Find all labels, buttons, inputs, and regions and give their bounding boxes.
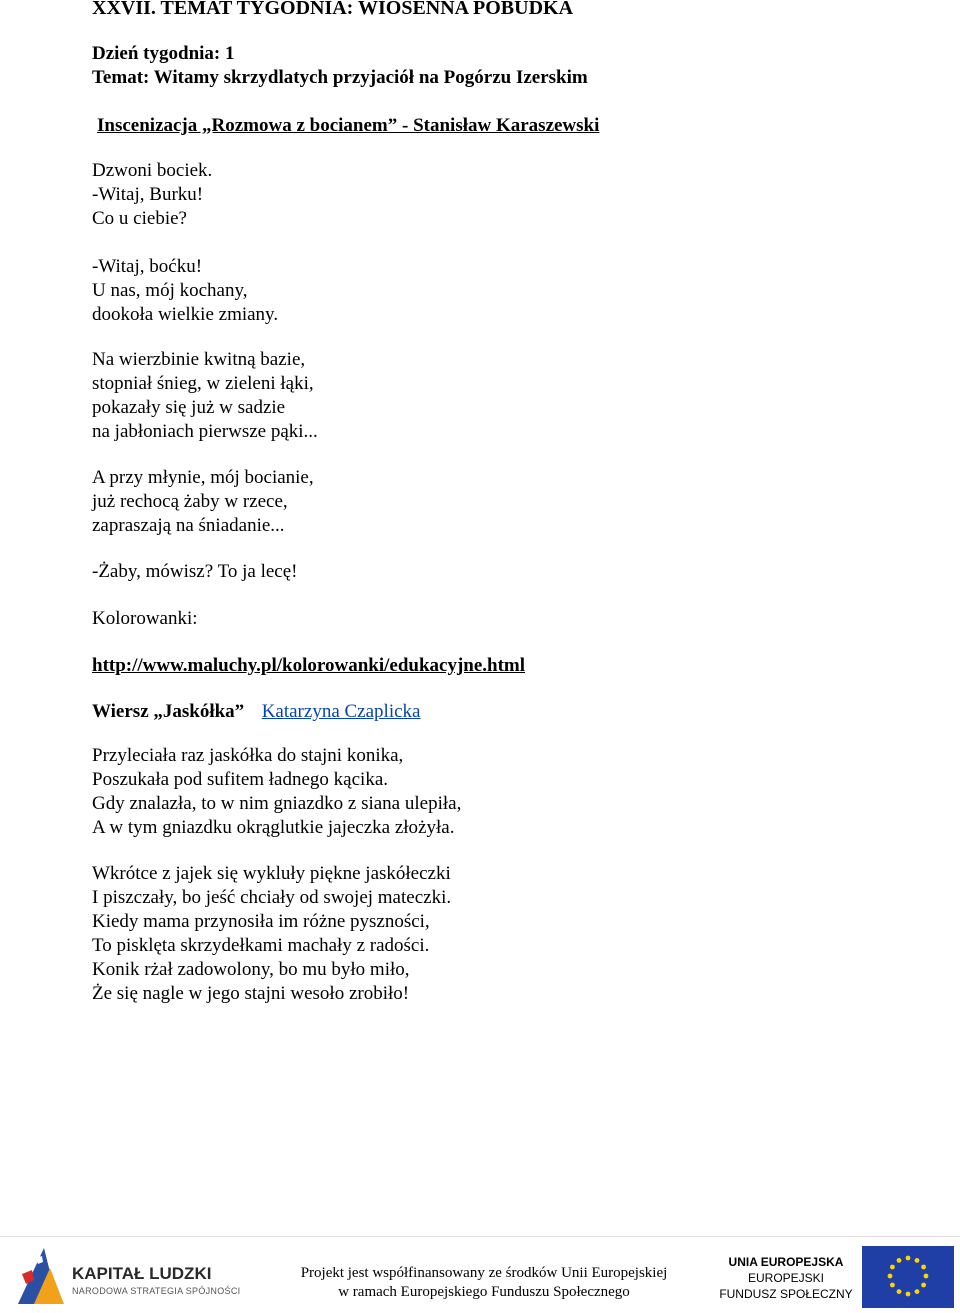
footer-divider [0,1236,960,1237]
dialogue-line: Dzwoni bociek. [92,160,213,181]
poem-title: Wiersz „Jaskółka” [92,701,245,722]
dialogue-line: pokazały się już w sadzie [92,397,286,418]
poem-line: Wkrótce z jajek się wykluły piękne jaskółeczki [92,863,451,884]
dialogue-line: -Żaby, mówisz? To ja lecę! [92,561,298,582]
poem-line: Że się nagle w jego stajni wesoło zrobiło! [92,983,410,1004]
staging-title: Inscenizacja „Rozmowa z bocianem” - Stanisław Karaszewski [97,115,600,136]
eu-text-line2: EUROPEJSKI [747,1271,825,1285]
poem-line: Kiedy mama przynosiła im różne pyszności, [92,911,430,932]
dialogue-line: -Witaj, Burku! [92,184,204,205]
page-title: XXVII. TEMAT TYGODNIA: WIOSENNA POBUDKA [92,0,574,19]
poem-line: A w tym gniazdku okrąglutkie jajeczka złożyła. [92,817,455,838]
eu-text-line1: UNIA EUROPEJSKA [728,1255,844,1269]
kapital-ludzki-logo [14,1244,254,1308]
eu-text-block [716,1254,856,1302]
kapital-ludzki-subtitle: NARODOWA STRATEGIA SPÓJNOŚCI [72,1286,241,1296]
poem-line: Konik rżał zadowolony, bo mu było miło, [92,959,410,980]
dialogue-line: dookoła wielkie zmiany. [92,304,279,325]
poem-author-link[interactable]: Katarzyna Czaplicka [261,701,421,722]
day-topic: Temat: Witamy skrzydlatych przyjaciół na Pogórzu Izerskim [92,67,588,88]
funding-note [284,1264,684,1302]
dialogue-line: zapraszają na śniadanie... [92,515,285,536]
poem-line: Poszukała pod sufitem ładnego kącika. [92,769,389,790]
dialogue-line: stopniał śnieg, w zieleni łąki, [92,373,314,394]
funding-note-line2: w ramach Europejskiego Funduszu Społecznego [338,1284,630,1300]
day-label: Dzień tygodnia: 1 [92,43,235,64]
poem-line: To pisklęta skrzydełkami machały z radości. [92,935,430,956]
dialogue-line: na jabłoniach pierwsze pąki... [92,421,318,442]
poem-line: Gdy znalazła, to w nim gniazdko z siana ulepiła, [92,793,462,814]
poem-title-line [92,700,420,724]
poem-line: I piszczały, bo jeść chciały od swojej mateczki. [92,887,452,908]
coloring-link[interactable]: http://www.maluchy.pl/kolorowanki/edukacyjne.html [92,655,526,676]
coloring-heading: Kolorowanki: [92,608,198,629]
kapital-ludzki-title: KAPITAŁ LUDZKI [72,1264,212,1283]
poem-line: Przyleciała raz jaskółka do stajni konika, [92,745,404,766]
dialogue-line: A przy młynie, mój bocianie, [92,467,314,488]
eu-flag-icon [862,1246,954,1308]
dialogue-line: U nas, mój kochany, [92,280,248,301]
dialogue-line: Co u ciebie? [92,208,187,229]
dialogue-line: Na wierzbinie kwitną bazie, [92,349,306,370]
eu-text-line3: FUNDUSZ SPOŁECZNY [719,1287,853,1301]
funding-note-line1: Projekt jest współfinansowany ze środków Unii Europejskiej [300,1265,668,1281]
dialogue-line: już rechocą żaby w rzece, [92,491,288,512]
eu-flag [862,1246,954,1308]
dialogue-line: -Witaj, boćku! [92,256,203,277]
